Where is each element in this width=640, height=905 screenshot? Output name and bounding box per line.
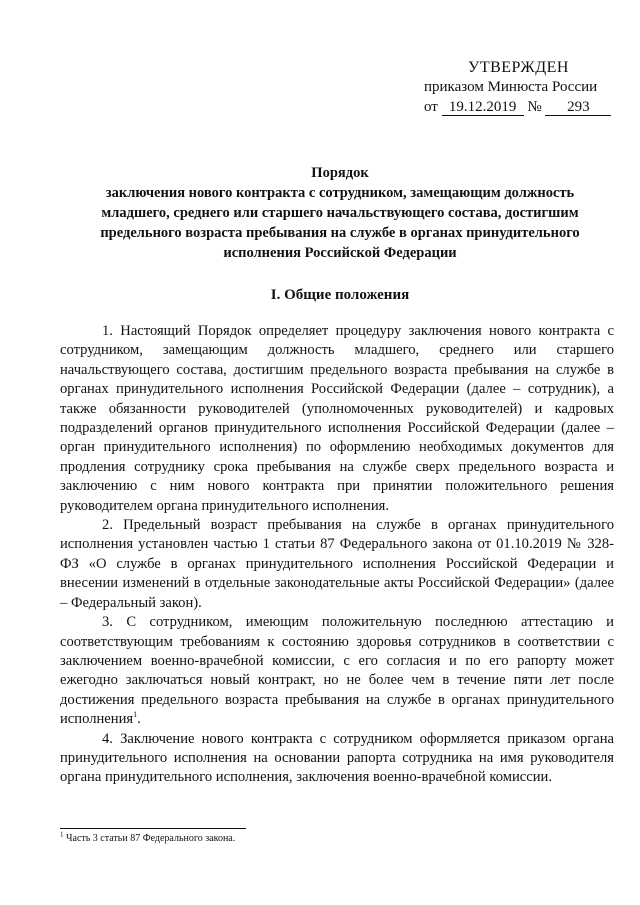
paragraph-4: 4. Заключение нового контракта с сотрудником оформляется приказом органа принудительного исполнения на основании рапорта сотрудника на имя руководителя органа принудительного исполнения, заключения военно-врачебной комиссии.	[60, 730, 614, 786]
order-date: 19.12.2019	[442, 99, 524, 116]
footnote-ref: 1	[133, 710, 138, 720]
paragraph-2: 2. Предельный возраст пребывания на службе в органах принудительного исполнения установлен частью 1 статьи 87 Федерального закона от 01.10.2019 № 328-ФЗ «О службе в органах принудительного исполнения Российской Федерации и внесении изменений в отдельные законодательные акты Российской Федерации» (далее – Федеральный закон).	[60, 517, 614, 611]
section-title: I. Общие положения	[270, 287, 410, 303]
paragraph-1: 1. Настоящий Порядок определяет процедуру заключения нового контракта с сотрудником, замещающим должность младшего, среднего или старшего начальствующего состава, достигшим предельного возраста пребывания на службе в органах принудительного исполнения Российской Федерации (далее – сотрудник), а также обязанности руководителей (уполномоченных руководителей) и кадровых подразделений органов принудительного исполнения Российской Федерации (далее – орган принудительного исполнения) по оформлению необходимых документов для продления сотруднику срока пребывания на службе сверх предельного возраста и заключению с ним нового контракта при принятии положительного решения руководителем органа принудительного исполнения.	[60, 323, 614, 514]
title-line: предельного возраста пребывания на службе в органах принудительного	[100, 225, 580, 241]
paragraph-3-text: 3. С сотрудником, имеющим положительную последнюю аттестацию и соответствующим требованиям к состоянию здоровья сотрудников в соответствии с заключением военно-врачебной комиссии, с его согласия и по его рапорту может ежегодно заключаться новый контракт, но не более чем в течение пяти лет после достижения предельного возраста пребывания на службе в органах принудительного исполнения	[60, 614, 614, 728]
title-heading: Порядок	[311, 165, 369, 181]
title-line: младшего, среднего или старшего начальствующего состава, достигшим	[101, 205, 579, 221]
order-number: 293	[545, 99, 611, 116]
paragraph-3	[60, 613, 614, 729]
paragraph-3-end: .	[137, 711, 141, 728]
title-line: исполнения Российской Федерации	[223, 245, 457, 261]
from-label: от	[424, 99, 438, 115]
footnote	[60, 830, 236, 844]
title-line: заключения нового контракта с сотрудником, замещающим должность	[105, 185, 575, 201]
footnote-text: Часть 3 статьи 87 Федерального закона.	[66, 833, 236, 844]
approved-title: УТВЕРЖДЕН	[468, 59, 569, 76]
footnote-mark: 1	[60, 830, 64, 839]
footnote-divider	[60, 828, 246, 829]
order-date-number	[424, 98, 611, 117]
document-title	[60, 163, 620, 263]
document-body	[60, 322, 614, 788]
order-line: приказом Минюста России	[424, 79, 598, 95]
number-label: №	[527, 99, 542, 115]
